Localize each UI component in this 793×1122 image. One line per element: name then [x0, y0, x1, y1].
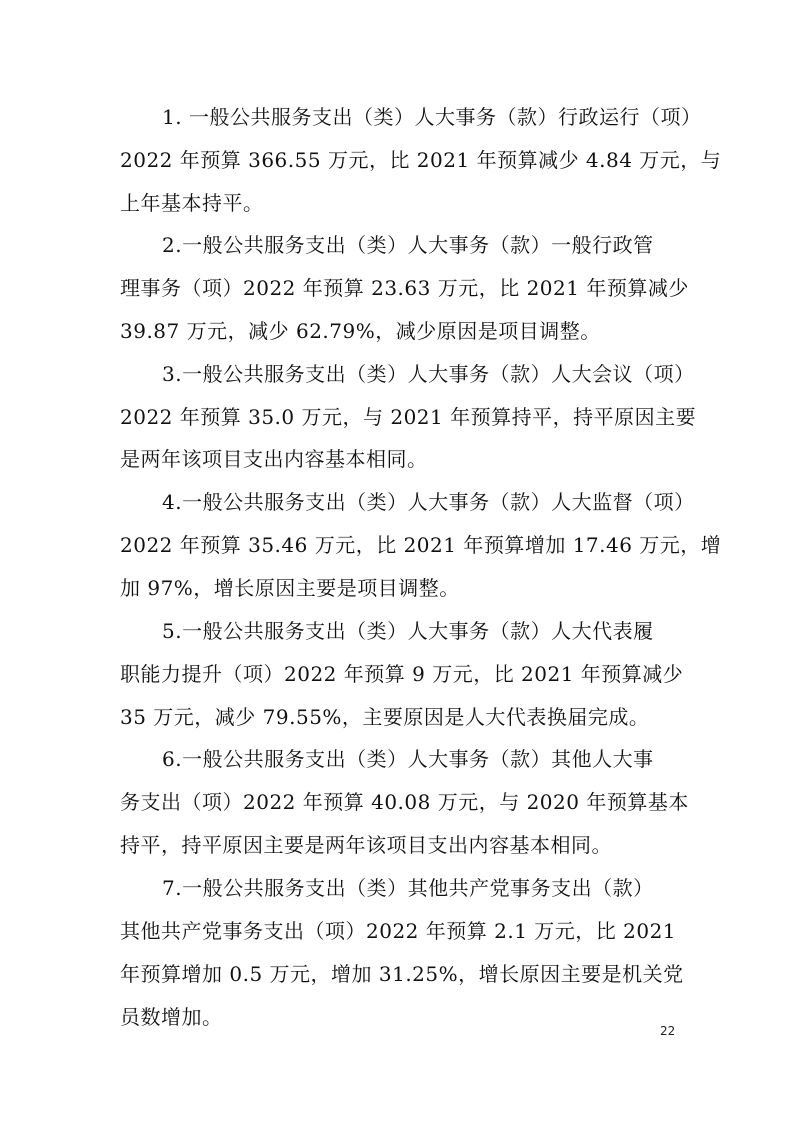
paragraph-3-line-3: 是两年该项目支出内容基本相同。: [120, 447, 428, 471]
paragraph-6-line-1: 6.一般公共服务支出（类）人大事务（款）其他人大事: [162, 747, 654, 771]
paragraph-4-line-1: 4.一般公共服务支出（类）人大事务（款）人大监督（项）: [162, 490, 695, 514]
paragraph-4-line-2: 2022 年预算 35.46 万元，比 2021 年预算增加 17.46 万元，增: [120, 533, 722, 557]
paragraph-2-line-2: 理事务（项）2022 年预算 23.63 万元，比 2021 年预算减少: [120, 276, 689, 300]
paragraph-1-line-3: 上年基本持平。: [120, 191, 264, 215]
paragraph-3-line-2: 2022 年预算 35.0 万元，与 2021 年预算持平，持平原因主要: [120, 405, 697, 429]
paragraph-4-line-3: 加 97%，增长原因主要是项目调整。: [120, 576, 460, 600]
paragraph-7-line-1: 7.一般公共服务支出（类）其他共产党事务支出（款）: [162, 876, 654, 900]
paragraph-7-line-4: 员数增加。: [120, 1005, 223, 1029]
paragraph-5-line-1: 5.一般公共服务支出（类）人大事务（款）人大代表履: [162, 619, 654, 643]
page-number: 22: [660, 1024, 676, 1038]
paragraph-1-line-1: 1. 一般公共服务支出（类）人大事务（款）行政运行（项）: [162, 105, 702, 129]
paragraph-7-line-3: 年预算增加 0.5 万元，增加 31.25%，增长原因主要是机关党: [120, 962, 684, 986]
paragraph-7-line-2: 其他共产党事务支出（项）2022 年预算 2.1 万元，比 2021: [120, 919, 677, 943]
paragraph-5-line-3: 35 万元，减少 79.55%，主要原因是人大代表换届完成。: [120, 705, 650, 729]
paragraph-6-line-3: 持平，持平原因主要是两年该项目支出内容基本相同。: [120, 833, 612, 857]
paragraph-2-line-3: 39.87 万元，减少 62.79%，减少原因是项目调整。: [120, 319, 601, 343]
paragraph-3-line-1: 3.一般公共服务支出（类）人大事务（款）人大会议（项）: [162, 362, 695, 386]
paragraph-2-line-1: 2.一般公共服务支出（类）人大事务（款）一般行政管: [162, 233, 654, 257]
paragraph-1-line-2: 2022 年预算 366.55 万元，比 2021 年预算减少 4.84 万元，与: [120, 148, 722, 172]
paragraph-6-line-2: 务支出（项）2022 年预算 40.08 万元，与 2020 年预算基本: [120, 790, 689, 814]
paragraph-5-line-2: 职能力提升（项）2022 年预算 9 万元，比 2021 年预算减少: [120, 662, 684, 686]
